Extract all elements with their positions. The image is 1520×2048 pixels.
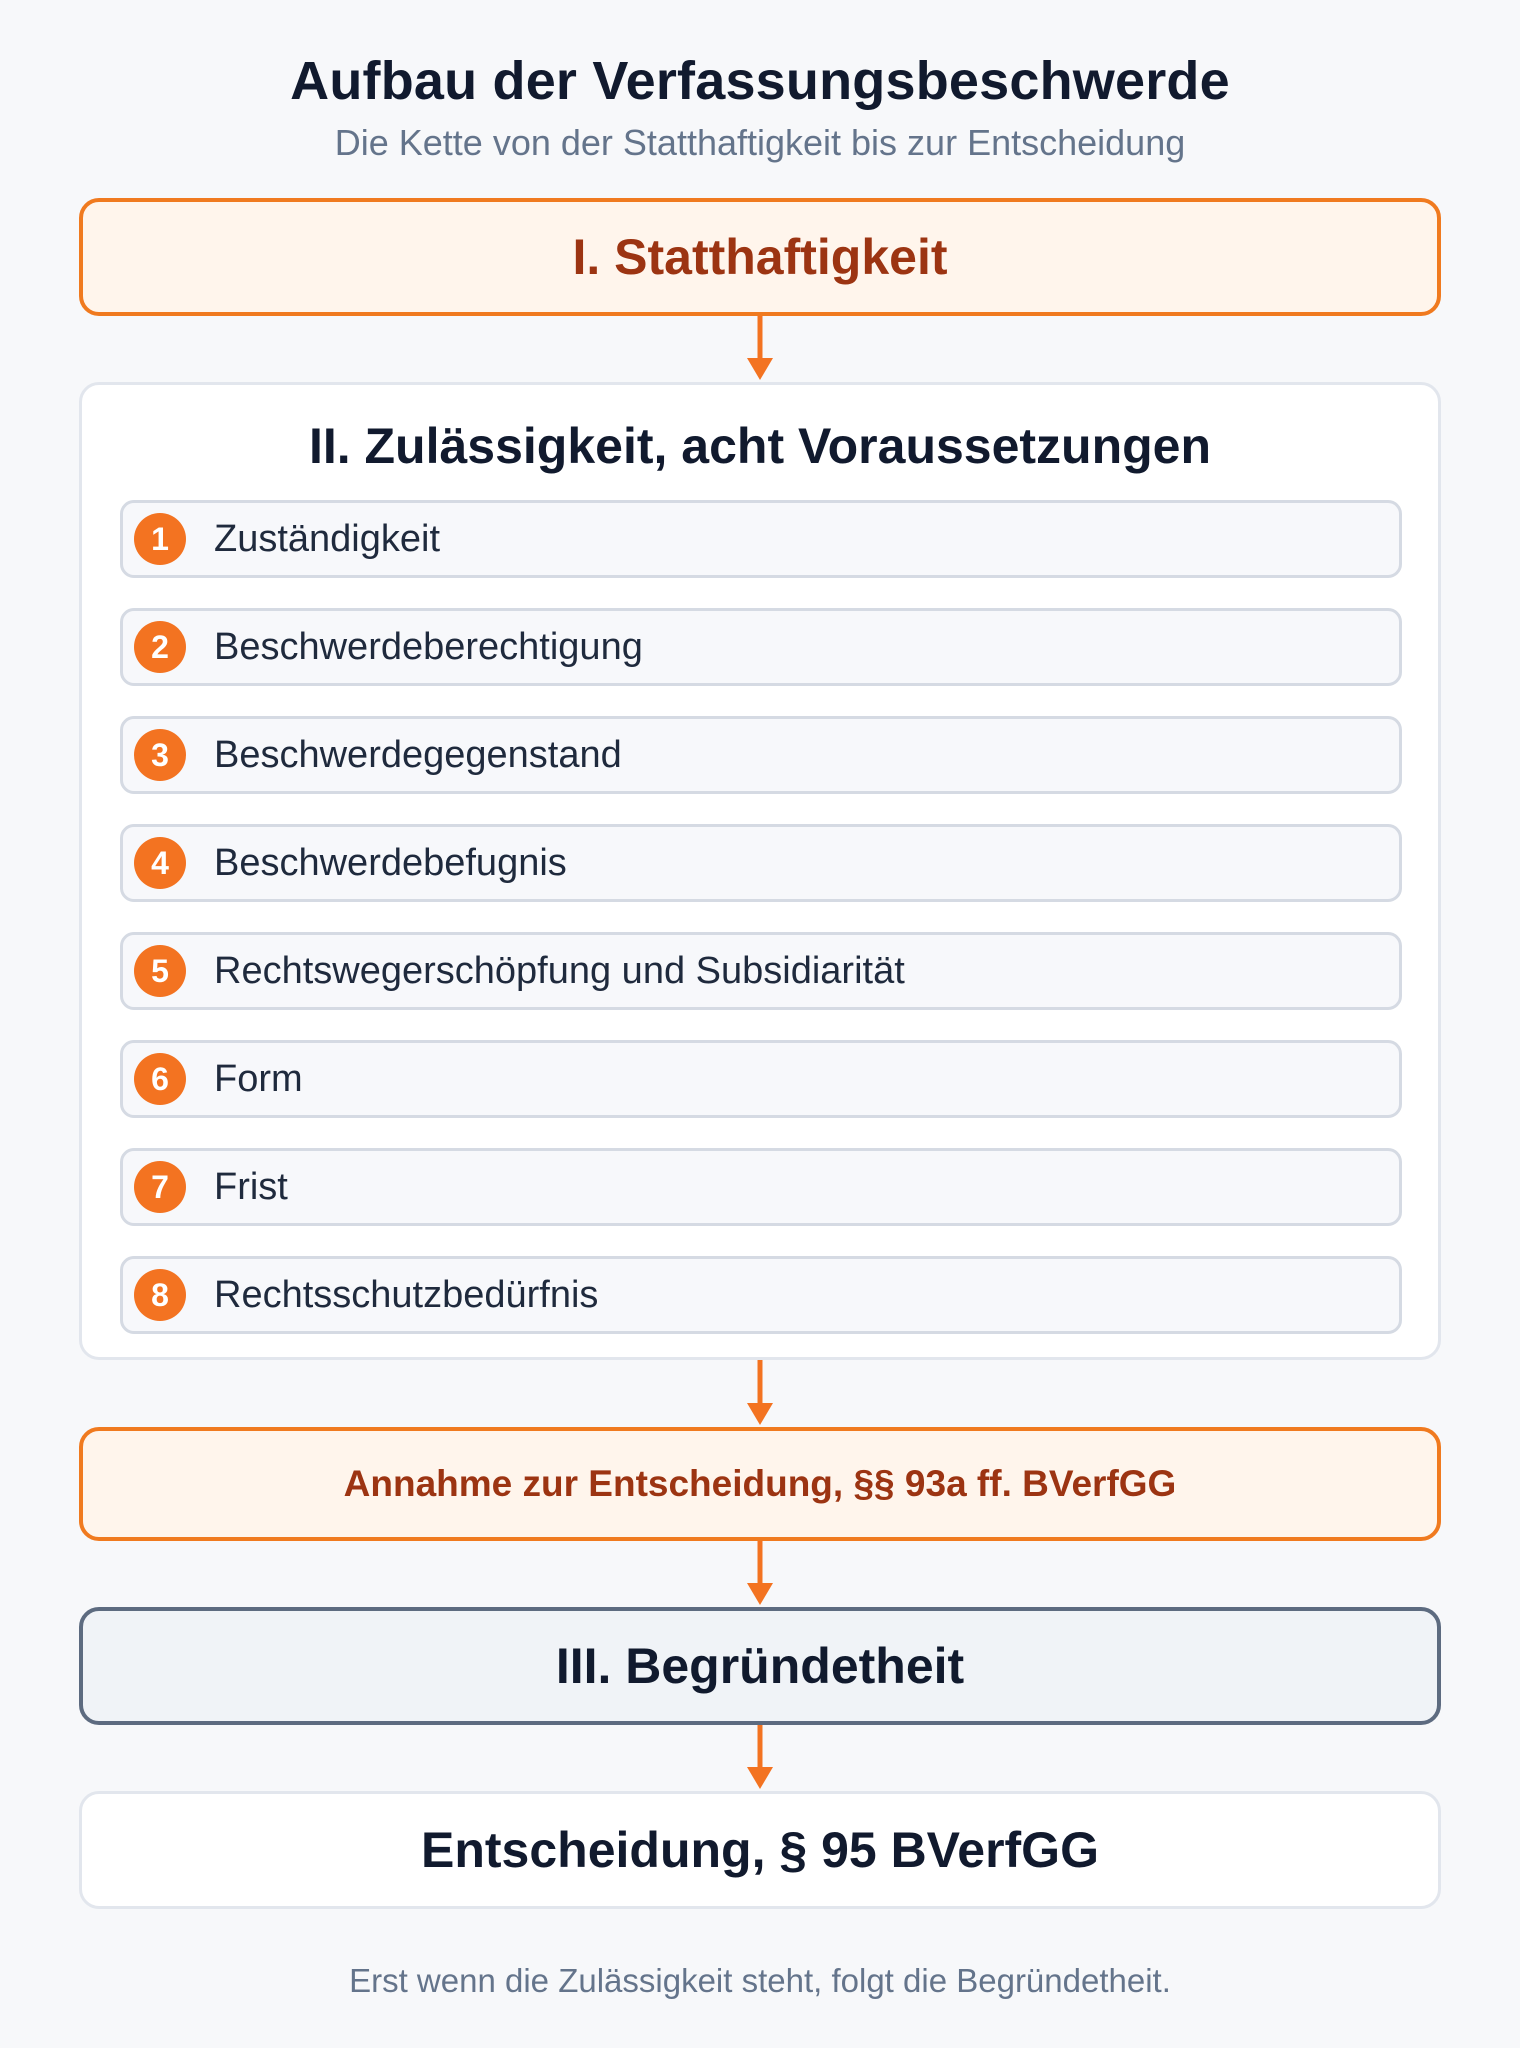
- condition-number-badge: 6: [134, 1053, 186, 1105]
- condition-label: Beschwerdebefugnis: [214, 841, 567, 884]
- arrow-down-icon: [742, 1360, 778, 1427]
- step-entscheidung: [79, 1791, 1441, 1909]
- condition-label: Beschwerdeberechtigung: [214, 625, 643, 668]
- condition-item: [120, 824, 1402, 902]
- condition-item: [120, 1148, 1402, 1226]
- step-zulaessigkeit-title: II. Zulässigkeit, acht Voraussetzungen: [308, 418, 1212, 474]
- diagram-title: Aufbau der Verfassungsbeschwerde: [290, 51, 1230, 111]
- condition-label: Form: [214, 1057, 303, 1100]
- step-statthaftigkeit: [79, 198, 1441, 316]
- condition-label: Beschwerdegegenstand: [214, 733, 622, 776]
- condition-number-badge: 5: [134, 945, 186, 997]
- footer-note: Erst wenn die Zulässigkeit steht, folgt die Begründetheit.: [349, 1962, 1171, 1999]
- condition-item: [120, 932, 1402, 1010]
- condition-number-badge: 7: [134, 1161, 186, 1213]
- condition-label: Zuständigkeit: [214, 517, 441, 560]
- arrow-down-icon: [742, 1541, 778, 1607]
- step-annahme: [79, 1427, 1441, 1541]
- step-statthaftigkeit-label: I. Statthaftigkeit: [572, 229, 948, 285]
- condition-label: Rechtswegerschöpfung und Subsidiarität: [214, 949, 905, 992]
- diagram-subtitle: Die Kette von der Statthaftigkeit bis zur Entscheidung: [334, 122, 1186, 163]
- condition-item: [120, 716, 1402, 794]
- arrow-down-icon: [742, 316, 778, 382]
- condition-number-badge: 3: [134, 729, 186, 781]
- step-begruendetheit: [79, 1607, 1441, 1725]
- condition-number-badge: 2: [134, 621, 186, 673]
- condition-number-badge: 8: [134, 1269, 186, 1321]
- condition-item: [120, 500, 1402, 578]
- arrow-down-icon: [742, 1725, 778, 1791]
- condition-item: [120, 608, 1402, 686]
- step-entscheidung-label: Entscheidung, § 95 BVerfGG: [421, 1822, 1099, 1878]
- condition-number-badge: 4: [134, 837, 186, 889]
- condition-item: [120, 1040, 1402, 1118]
- condition-label: Frist: [214, 1165, 288, 1208]
- step-annahme-label: Annahme zur Entscheidung, §§ 93a ff. BVerfGG: [343, 1463, 1177, 1504]
- condition-label: Rechtsschutzbedürfnis: [214, 1273, 599, 1316]
- step-begruendetheit-label: III. Begründetheit: [555, 1638, 965, 1694]
- condition-number-badge: 1: [134, 513, 186, 565]
- step-zulaessigkeit: [79, 382, 1441, 1360]
- condition-item: [120, 1256, 1402, 1334]
